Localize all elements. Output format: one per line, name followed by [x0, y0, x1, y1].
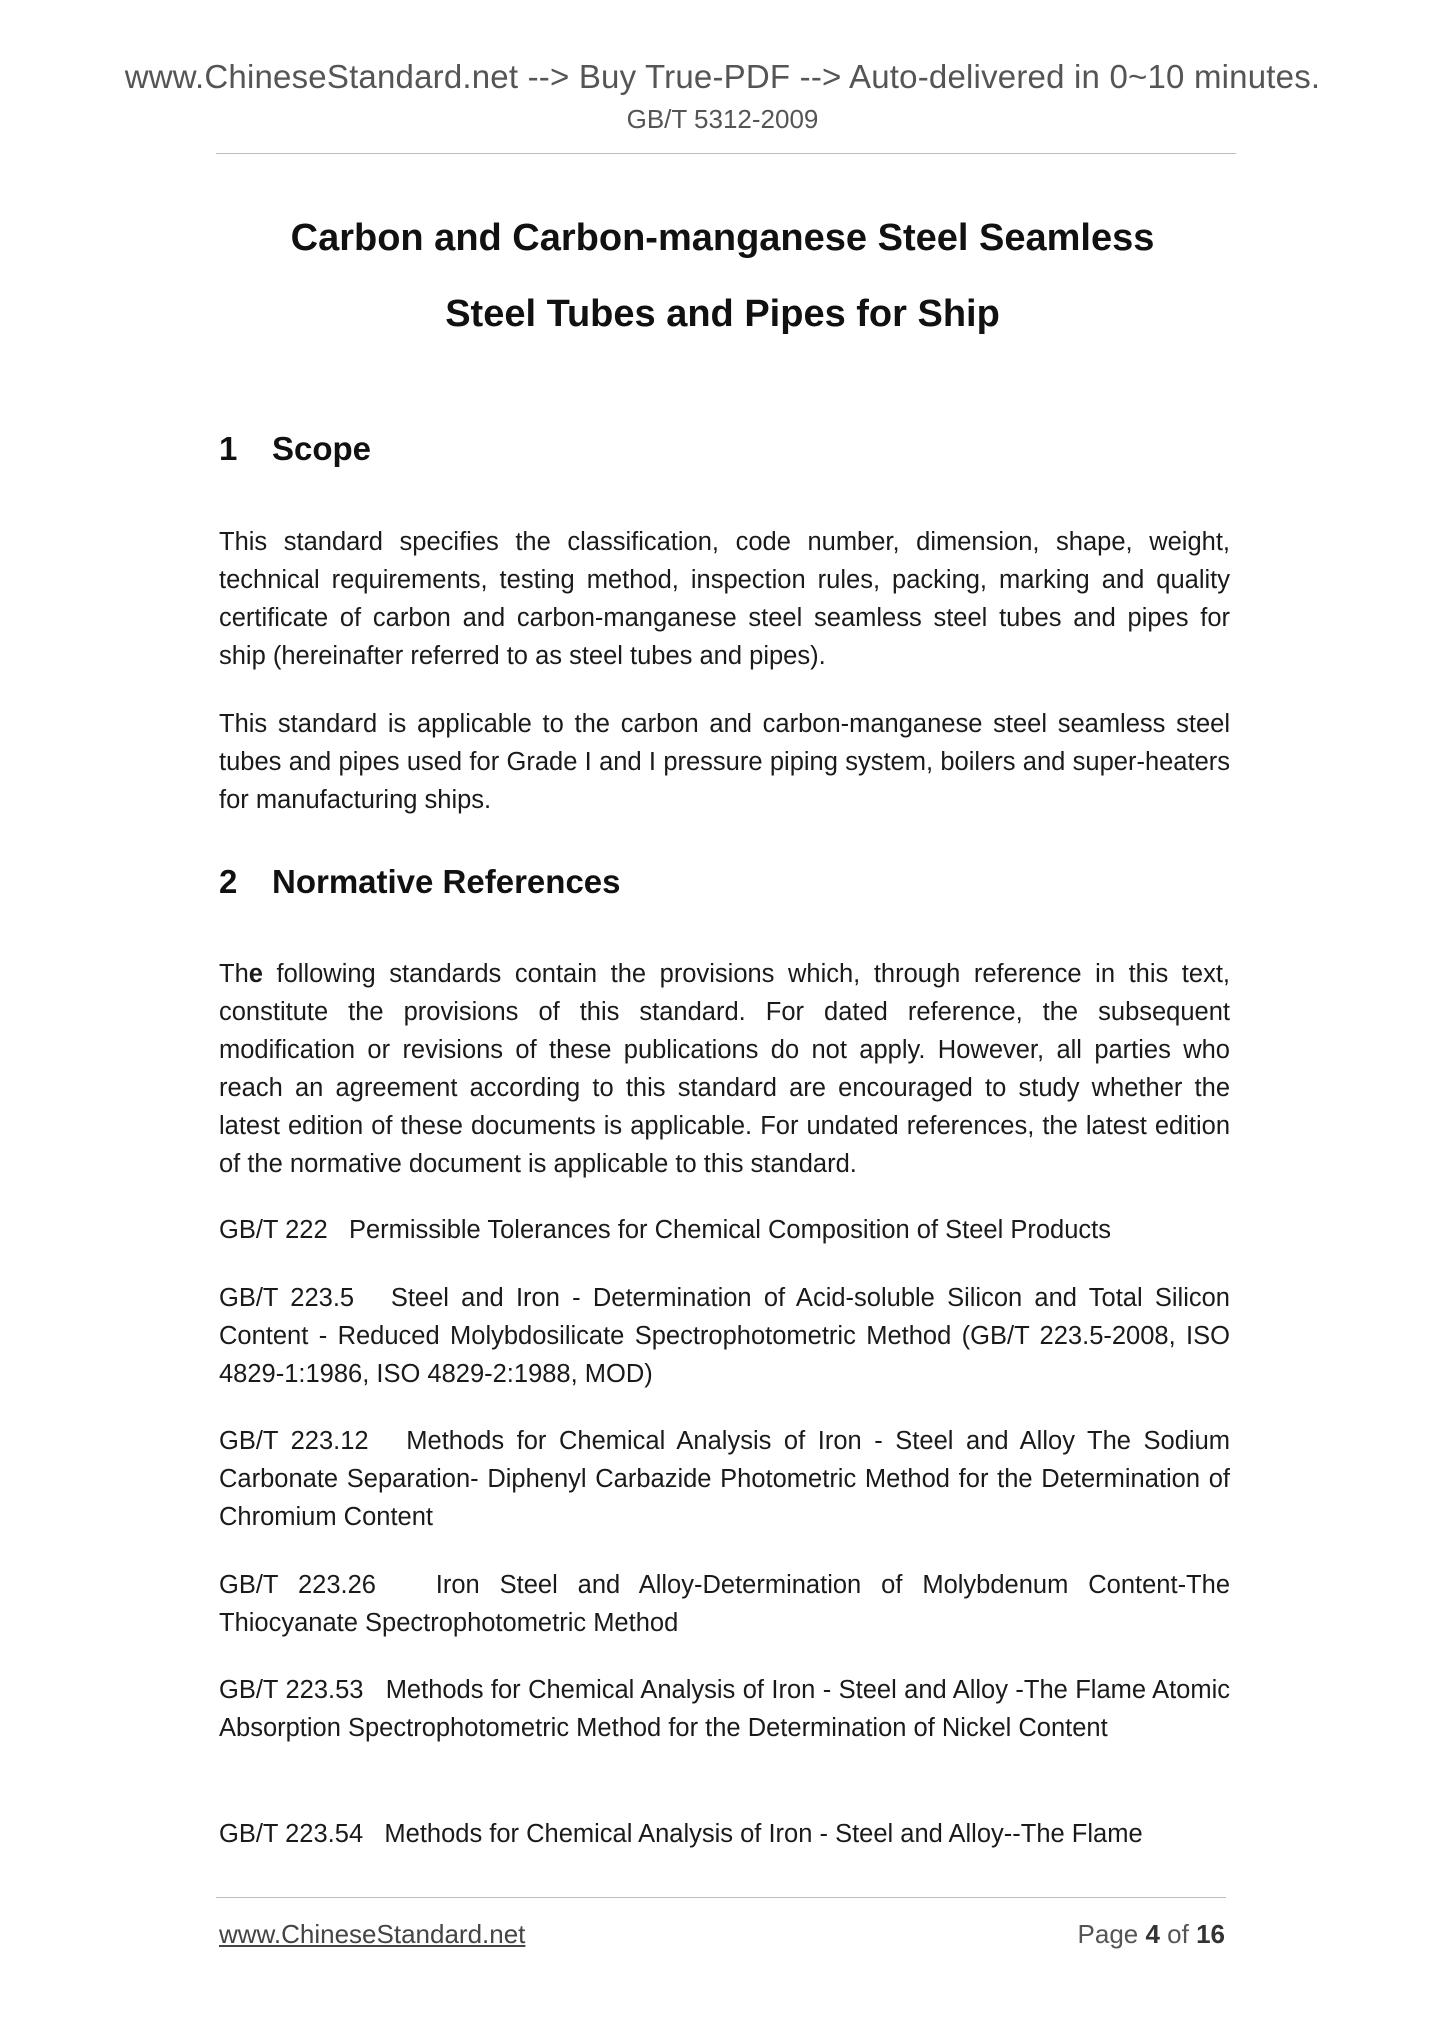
reference-code: GB/T 223.54: [219, 1820, 364, 1848]
normative-intro: [219, 955, 1230, 1183]
header-promo-link[interactable]: www.ChineseStandard.net --> Buy True-PDF --> Auto-delivered in 0~10 minutes.: [124, 58, 1321, 95]
scope-paragraph-2: [219, 705, 1230, 819]
reference-code: GB/T 223.5: [219, 1284, 355, 1312]
reference-code: GB/T 223.53: [219, 1676, 364, 1704]
intro-bold-letter: e: [248, 960, 263, 988]
intro-rest: following standards contain the provisions which, through reference in this text, constitute the provisions of this standard. For dated reference, the subsequent modification or revisions of these publications do not apply. However, all parties who reach an agreement according to this standard are encouraged to study whether the latest edition of these documents is applicable. For undated references, the latest edition of the normative document is applicable to this standard.: [219, 960, 1230, 1178]
reference-title: Iron Steel and Alloy-Determination of Molybdenum Content-The Thiocyanate Spectrophotometric Method: [219, 1571, 1230, 1637]
page-current: 4: [1145, 1919, 1160, 1949]
document-title-line2: Steel Tubes and Pipes for Ship: [445, 293, 1000, 335]
reference-item: [219, 1211, 1230, 1249]
page-prefix: Page: [1077, 1919, 1146, 1949]
reference-title: Permissible Tolerances for Chemical Composition of Steel Products: [348, 1216, 1111, 1244]
reference-item: [219, 1566, 1230, 1642]
reference-item: [219, 1422, 1230, 1536]
page-total: 16: [1196, 1919, 1225, 1949]
reference-code: GB/T 223.12: [219, 1427, 369, 1455]
page-indicator: [1078, 1919, 1225, 1950]
paragraph-text: This standard specifies the classification, code number, dimension, shape, weight, technical requirements, testing method, inspection rules, packing, marking and quality certificate of carbon and carbon-manganese steel seamless steel tubes and pipes for ship (hereinafter referred to as steel tubes and pipes).: [219, 528, 1230, 670]
page-of: of: [1159, 1919, 1197, 1949]
scope-paragraph-1: [219, 523, 1230, 675]
section-normative-heading: [219, 863, 1230, 901]
paragraph-text: This standard is applicable to the carbon and carbon-manganese steel seamless steel tubes and pipes used for Grade I and I pressure piping system, boilers and super-heaters for manufacturing ships.: [219, 710, 1230, 814]
section-title: Scope: [272, 430, 372, 467]
intro-lead: Th: [219, 960, 249, 988]
reference-title: Methods for Chemical Analysis of Iron - Steel and Alloy -The Flame Atomic Absorption Spectrophotometric Method for the Determination of Nickel Content: [219, 1676, 1230, 1742]
header-divider: [216, 153, 1236, 154]
reference-item: [219, 1279, 1230, 1393]
reference-code: GB/T 223.26: [219, 1571, 376, 1599]
section-number: 2: [219, 863, 238, 900]
reference-title: Steel and Iron - Determination of Acid-soluble Silicon and Total Silicon Content - Reduced Molybdosilicate Spectrophotometric Method (GB/T 223.5-2008, ISO 4829-1:1986, ISO 4829-2:1988, MOD): [219, 1284, 1230, 1388]
reference-item: [219, 1671, 1230, 1747]
footer-site-link[interactable]: www.ChineseStandard.net: [219, 1919, 526, 1949]
reference-title: Methods for Chemical Analysis of Iron - Steel and Alloy--The Flame: [384, 1820, 1143, 1848]
document-title-line1: Carbon and Carbon-manganese Steel Seamless: [290, 217, 1155, 259]
footer-divider: [216, 1897, 1226, 1898]
reference-title: Methods for Chemical Analysis of Iron - Steel and Alloy The Sodium Carbonate Separation- Diphenyl Carbazide Photometric Method for the Determination of Chromium Content: [219, 1427, 1231, 1531]
reference-item: [219, 1815, 1230, 1853]
section-number: 1: [219, 430, 238, 467]
header-standard-code: GB/T 5312-2009: [626, 104, 819, 134]
section-scope-heading: [219, 430, 1230, 468]
reference-code: GB/T 222: [219, 1216, 328, 1244]
section-title: Normative References: [272, 863, 621, 900]
